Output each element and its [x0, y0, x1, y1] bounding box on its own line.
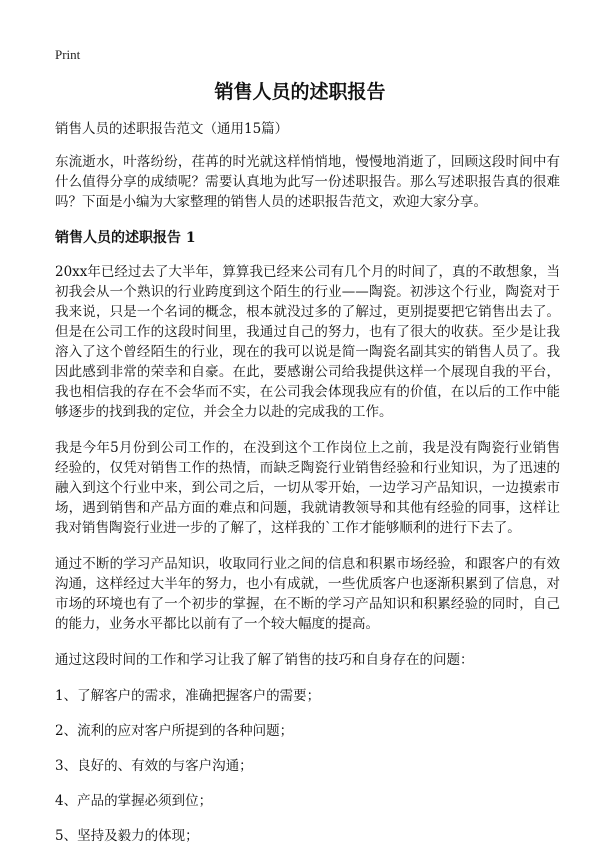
print-link[interactable]: Print: [55, 47, 81, 62]
list-item: 3、良好的、有效的与客户沟通；: [55, 758, 253, 774]
list-item: 4、产品的掌握必须到位；: [55, 793, 213, 809]
list-item: 5、坚持及毅力的体现；: [55, 828, 199, 844]
list-item: 2、流利的应对客户所提到的各种问题；: [55, 723, 294, 739]
intro-paragraph: 东流逝水，叶落纷纷，荏苒的时光就这样悄悄地，慢慢地消逝了，回顾这段时间中有什么值得分享的成绩呢？需要认真地为此写一份述职报告。那么写述职报告真的很难吗？下面是小编为大家整理的销售人员的述职报告范文，欢迎大家分享。: [55, 154, 560, 210]
body-paragraph-1: 20xx年已经过去了大半年，算算我已经来公司有几个月的时间了，真的不敢想象，当初我会从一个熟识的行业跨度到这个陌生的行业——陶瓷。初涉这个行业，陶瓷对于我来说，只是一个名词的概念，根本就没过多的了解过，更别提要把它销售出去了。但是在公司工作的这段时间里，我通过自己的努力，也有了很大的收获。至少是让我溶入了这个曾经陌生的行业，现在的我可以说是简一陶瓷名副其实的销售人员了。我因此感到非常的荣幸和自豪。在此，要感谢公司给我提供这样一个展现自我的平台，我也相信我的存在不会华而不实，在公司我会体现我应有的价值，在以后的工作中能够逐步的找到我的定位，并会全力以赴的完成我的工作。: [55, 264, 560, 420]
document-body: [55, 120, 560, 861]
list-item: 1、了解客户的需求，准确把握客户的需要；: [55, 688, 321, 704]
document-subtitle: 销售人员的述职报告范文（通用15篇）: [55, 121, 289, 137]
document-title: 销售人员的述职报告: [214, 81, 386, 103]
body-paragraph-2: 我是今年5月份到公司工作的，在没到这个工作岗位上之前，我是没有陶瓷行业销售经验的，仅凭对销售工作的热情，而缺乏陶瓷行业销售经验和行业知识，为了迅速的融入到这个行业中来，到公司之后，一切从零开始，一边学习产品知识，一边摸索市场，遇到销售和产品方面的难点和问题，我就请教领导和其他有经验的同事，这样让我对销售陶瓷行业进一步的了解了，这样我的`工作才能够顺利的进行下去了。: [55, 440, 560, 536]
section-heading: 销售人员的述职报告 1: [55, 230, 196, 246]
body-paragraph-4: 通过这段时间的工作和学习让我了解了销售的技巧和自身存在的问题：: [55, 652, 474, 668]
skills-list: [55, 686, 560, 846]
body-paragraph-3: 通过不断的学习产品知识，收取同行业之间的信息和积累市场经验，和跟客户的有效沟通，这样经过大半年的努力，也小有成就，一些优质客户也逐渐积累到了信息，对市场的环境也有了一个初步的掌握，在不断的学习产品知识和积累经验的同时，自己的能力，业务水平都比以前有了一个较大幅度的提高。: [55, 556, 560, 632]
